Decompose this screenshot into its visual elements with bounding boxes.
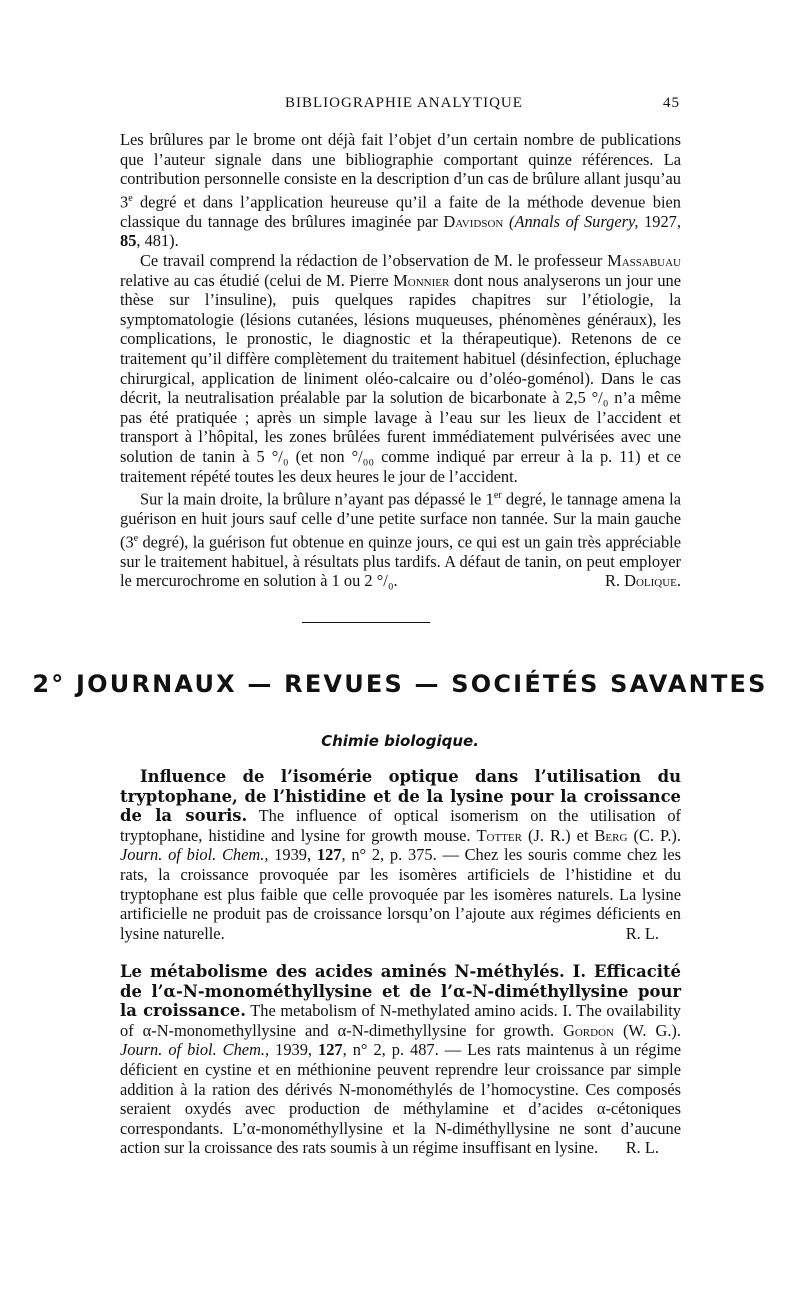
author-berg: Berg [594,825,628,845]
intro-paragraph-3: Sur la main droite, la brûlure n’ayant pas dépassé le 1er degré, le tannage amena la guérison en huit jours sauf celle d’une petite surface non tannée. Sur la main gauche (3e degré), la guérison fut obtenue en quinze jours, ce qui est un gain très appréciable sur le traitement habituel, à résultats plus tardifs. A défaut de tanin, on peut employer le mercurochrome en solution à 1 ou 2 °/₀. R. Dolique. [120,489,681,591]
article-1-title: Influence de l’isomérie optique dans l’utilisation du tryptophane, de l’histidine et de la lysine pour la croissance de la souris. [120,767,681,826]
author-totter: Totter [476,825,522,845]
article-1-signature: R. L. [625,923,659,943]
page-number: 45 [663,95,680,111]
intro-review [120,130,681,591]
intro-paragraph-2: Ce travail comprend la rédaction de l’observation de M. le professeur Massabuau relative au cas étudié (celui de M. Pierre Monnier dont nous analyserons un jour une thèse sur l’insuline), puis quelques rapides chapitres sur l’étiologie, la symptomatologie (lésions cutanées, lésions muqueuses, phénomènes généraux), les complications, le pronostic, le diagnostic et la thérapeutique). Retenons de ce traitement qu’il diffère complètement du traitement habituel (désinfection, épluchage chirurgical, application de liniment oléo-calcaire ou d’oléo-goménol). Dans le cas décrit, la neutralisation préalable par la solution de bicarbonate à 2,5 °/₀ n’a même pas été pratiquée ; après un simple lavage à l’eau sur les lieux de l’accident et transport à l’hôpital, les zones brûlées furent immédiatement pulvérisées avec une solution de tanin à 5 °/₀ (et non °/₀₀ comme indiqué par erreur à la p. 11) et ce traitement répété toutes les deux heures le jour de l’accident. [120,251,681,486]
signature-dolique: R. Dolique. [605,571,681,591]
subsection-title: Chimie biologique. [321,732,479,750]
separator-rule [302,622,430,623]
author-monnier: Monnier [393,270,450,290]
author-davidson: Davidson [443,211,504,231]
section-title: 2° JOURNAUX — REVUES — SOCIÉTÉS SAVANTES [32,670,768,698]
intro-paragraph-1: Les brûlures par le brome ont déjà fait l’objet d’un certain nombre de publications que l’auteur signale dans une bibliographie comportant quinze références. La contribution personnelle consiste en la description d’un cas de brûlure allant jusqu’au 3e degré et dans l’application heureuse qu’il a faite de la méthode devenue bien classique du tannage des brûlures imaginée par Davidson (Annals of Surgery, 1927, 85, 481). [120,130,681,251]
article-1-text: Influence de l’isomérie optique dans l’utilisation du tryptophane, de l’histidine et de la lysine pour la croissance de la souris. The influence of optical isomerism on the utilisation of tryptophane, histidine and lysine for growth mouse. Totter (J. R.) et Berg (C. P.). Journ. of biol. Chem., 1939, 127, n° 2, p. 375. — Chez les souris comme chez les rats, la croissance provoquée par les isomères artificiels de l’histidine et du tryptophane est plus faible que celle provoquée par les isomères naturels. La lysine artificielle ne produit pas de croissance lorsqu’on l’ajoute aux régimes déficients en lysine naturelle. R. L. [120,767,681,943]
running-title: BIBLIOGRAPHIE ANALYTIQUE [285,95,523,111]
article-2-signature: R. L. [625,1138,659,1158]
article-2 [120,962,681,1158]
article-1 [120,767,681,943]
author-massabuau: Massabuau [607,251,681,271]
author-gordon: Gordon [563,1020,614,1040]
article-2-title: Le métabolisme des acides aminés N-méthylés. I. Efficacité de l’α-N-monométhyllysine et de l’α-N-diméthyllysine pour la croissance. [120,962,681,1021]
running-header [120,95,680,115]
article-2-text: Le métabolisme des acides aminés N-méthylés. I. Efficacité de l’α-N-monométhyllysine et de l’α-N-diméthyllysine pour la croissance. The metabolism of N-methylated amino acids. I. The ovailability of α-N-monomethyllysine and α-N-dimethyllysine for growth. Gordon (W. G.). Journ. of biol. Chem., 1939, 127, n° 2, p. 487. — Les rats maintenus à un régime déficient en cystine et en méthionine peuvent reprendre leur croissance par simple addition à la ration des dérivés N-monométhylés de l’homocystine. Ces composés seraient oxydés avec production de méthylamine et d’acides α-cétoniques correspondants. L’α-monométhyllysine et la N-diméthyllysine ne sont d’aucune action sur la croissance des rats soumis à un régime insuffisant en lysine. R. L. [120,962,681,1158]
